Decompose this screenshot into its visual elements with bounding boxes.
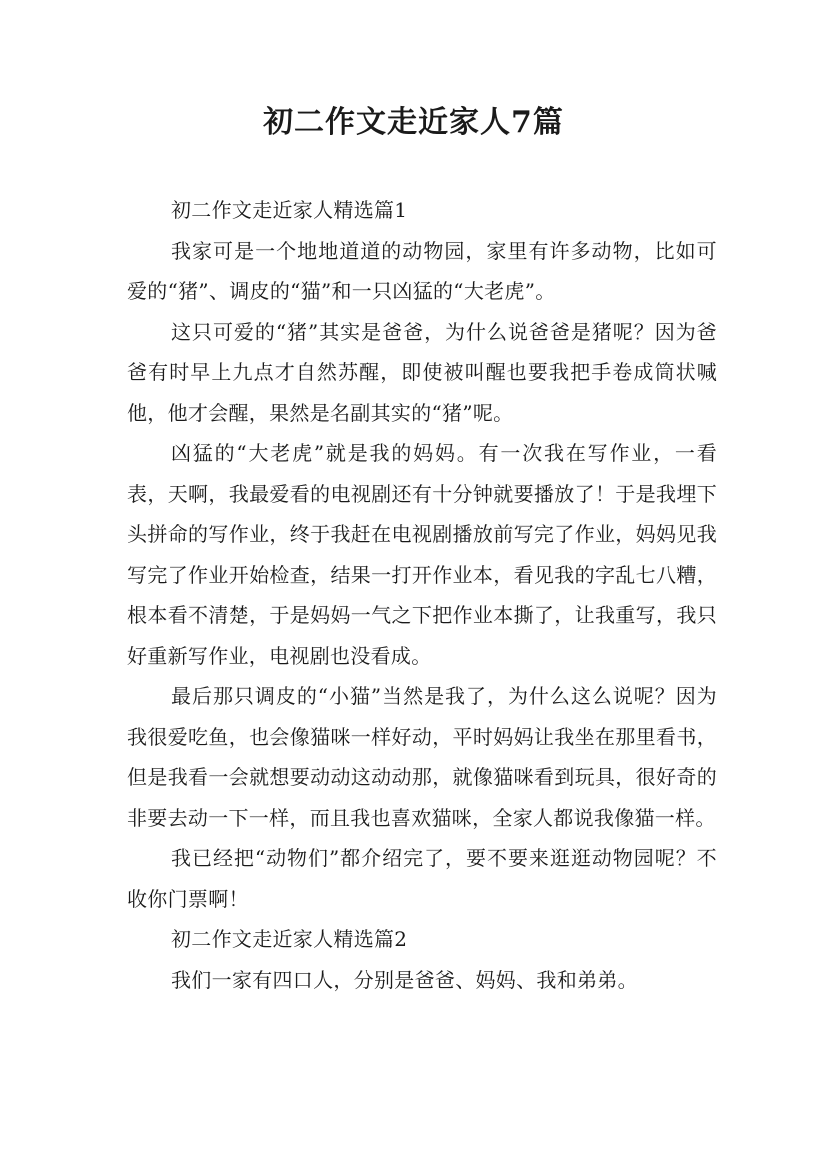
document-title: 初二作文走近家人7篇 [263,105,564,140]
paragraph: 最后那只调皮的“小猫”当然是我了，为什么这么说呢？因为我很爱吃鱼，也会像猫咪一样好动，平时妈妈让我坐在那里看书，但是我看一会就想要动动这动动那，就像猫咪看到玩具，很好奇的非要去动一下一样，而且我也喜欢猫咪，全家人都说我像猫一样。 [127,684,717,830]
paragraph: 凶猛的“大老虎”就是我的妈妈。有一次我在写作业，一看表，天啊，我最爱看的电视剧还有十分钟就要播放了！于是我埋下头拼命的写作业，终于我赶在电视剧播放前写完了作业，妈妈见我写完了作业开始检查，结果一打开作业本，看见我的字乱七八糟，根本看不清楚，于是妈妈一气之下把作业本撕了，让我重写，我只好重新写作业，电视剧也没看成。 [127,441,717,668]
paragraph: 这只可爱的“猪”其实是爸爸，为什么说爸爸是猪呢？因为爸爸有时早上九点才自然苏醒，即使被叫醒也要我把手卷成筒状喊他，他才会醒，果然是名副其实的“猪”呢。 [127,319,717,425]
document-body [127,190,717,1000]
paragraph: 我们一家有四口人，分别是爸爸、妈妈、我和弟弟。 [171,967,638,992]
section-heading: 初二作文走近家人精选篇1 [171,198,408,222]
paragraph: 我家可是一个地地道道的动物园，家里有许多动物，比如可爱的“猪”、调皮的“猫”和一只凶猛的“大老虎”。 [127,238,717,303]
section-heading: 初二作文走近家人精选篇2 [171,927,408,951]
paragraph: 我已经把“动物们”都介绍完了，要不要来逛逛动物园呢？不收你门票啊！ [127,846,717,911]
